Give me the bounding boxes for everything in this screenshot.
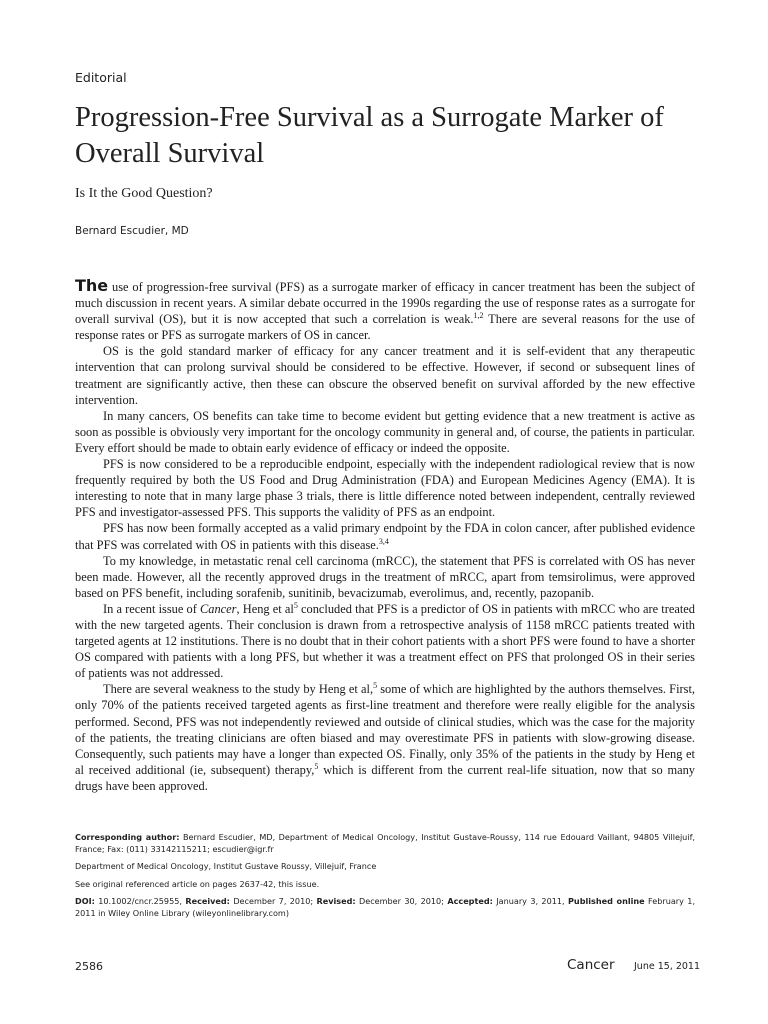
footnotes bbox=[75, 832, 695, 925]
paragraph-text: use of progression-free survival (PFS) as a surrogate marker of efficacy in cancer treatment has been the subject of much discussion in recent years. A similar debate occurred in the 1990s regarding the use of response rates as a surrogate for overall survival (OS), but it is now accepted that such a correlation is weak. bbox=[75, 280, 695, 327]
paragraph-text: which is different from the current real-life situation, now that so many drugs have been approved. bbox=[75, 762, 695, 793]
paragraph-text: There are several weakness to the study by Heng et al, bbox=[103, 682, 374, 697]
footnote-text: December 30, 2010; bbox=[355, 896, 448, 906]
author-byline: Bernard Escudier, MD bbox=[75, 225, 189, 237]
footnote-text: Bernard Escudier, MD, Department of Medical Oncology, Institut Gustave-Roussy, 114 rue Edouard Vaillant, 94805 Villejuif, France; Fax: (011) 33142115211; escudier@igr.fr bbox=[75, 832, 695, 854]
lead-word: The bbox=[75, 276, 109, 295]
footnote-text: February 1, 2011 in Wiley Online Library (wileyonlinelibrary.com) bbox=[75, 896, 696, 918]
reference-superscript: 5 bbox=[293, 600, 298, 610]
article-body bbox=[75, 278, 695, 794]
paragraph-5 bbox=[75, 520, 695, 552]
footnote-label: Revised: bbox=[316, 896, 356, 906]
paragraph-3: In many cancers, OS benefits can take time to become evident but getting evidence that a new treatment is active as soon as possible is obviously very important for the oncology community in general and, of course, the patients in particular. Every effort should be made to obtain early evidence of efficacy or indeed the opposite. bbox=[75, 408, 695, 455]
paragraph-6: To my knowledge, in metastatic renal cell carcinoma (mRCC), the statement that PFS is correlated with OS has never been made. However, all the recently approved drugs in the treatment of mRCC, apart from temsirolimus, were approved based on PFS benefit, including sorafenib, sunitinib, bevacizumab, everolimus, and, recently, pazopanib. bbox=[75, 553, 695, 600]
page-number: 2586 bbox=[75, 960, 103, 973]
reference-superscript: 3,4 bbox=[378, 536, 389, 546]
paragraph-text: , Heng et al bbox=[236, 601, 294, 616]
paragraph-2: OS is the gold standard marker of efficacy for any cancer treatment and it is self-evident that any therapeutic intervention that can prolong survival should be considered to be effective. However, if second or subsequent lines of treatment are significantly active, then these can obscure the observed benefit on survival afforded by the new effective intervention. bbox=[75, 344, 695, 407]
issue-date: June 15, 2011 bbox=[634, 961, 701, 972]
paragraph-text: some of which are highlighted by the authors themselves. First, only 70% of the patients received targeted agents as first-line treatment and therefore were really eligible for the analysis performed. Second, PFS was not independently reviewed and outside of clinical studies, which was the case for the majority of the patients, the treating clinicians are often biased and may overestimate PFS in patients with slow-growing disease. Consequently, such patients may have a longer than expected OS. Finally, only 35% of the patients in the study by Heng et al received additional (ie, subsequent) therapy, bbox=[75, 682, 695, 777]
footnote-label: DOI: bbox=[75, 896, 95, 906]
paragraph-text: In a recent issue of bbox=[103, 601, 201, 616]
reference-superscript: 1,2 bbox=[473, 311, 484, 321]
section-label: Editorial bbox=[75, 70, 127, 85]
footnote-label: Accepted: bbox=[447, 896, 493, 906]
paragraph-text: There are several reasons for the use of response rates or PFS as surrogate markers of OS in cancer. bbox=[75, 312, 695, 343]
footnote-label: Received: bbox=[185, 896, 230, 906]
paragraph-7 bbox=[75, 601, 695, 681]
footnote-label: Corresponding author: bbox=[75, 832, 180, 842]
article-title: Progression-Free Survival as a Surrogate Marker of Overall Survival bbox=[75, 102, 664, 169]
corresponding-author-note bbox=[75, 832, 695, 855]
article-subtitle: Is It the Good Question? bbox=[75, 186, 213, 201]
reference-superscript: 5 bbox=[314, 761, 319, 771]
paragraph-text: PFS has now been formally accepted as a valid primary endpoint by the FDA in colon cancer, after published evidence that PFS was correlated with OS in patients with this disease. bbox=[75, 521, 695, 552]
journal-name-italic: Cancer bbox=[200, 601, 237, 616]
footnote-text: 10.1002/cncr.25955, bbox=[94, 896, 186, 906]
footnote-text: December 7, 2010; bbox=[229, 896, 317, 906]
paragraph-8 bbox=[75, 681, 695, 794]
paragraph-1 bbox=[75, 278, 695, 343]
see-also-note: See original referenced article on pages 2637-42, this issue. bbox=[75, 878, 320, 889]
reference-superscript: 5 bbox=[373, 681, 378, 691]
paragraph-text: concluded that PFS is a predictor of OS in patients with mRCC who are treated with the new targeted agents. Their conclusion is drawn from a retrospective analysis of 1158 mRCC patients treated with targeted agents at 12 institutions. There is no doubt that in their cohort patients with a short PFS were found to have a shorter OS compared with patients with a long PFS, but whether it was a treatment effect on PFS that prolonged OS in their series of patients was not addressed. bbox=[75, 601, 695, 681]
footnote-text: January 3, 2011, bbox=[492, 896, 568, 906]
journal-name: Cancer bbox=[567, 957, 615, 973]
publication-history-note bbox=[75, 896, 695, 919]
footnote-label: Published online bbox=[568, 896, 645, 906]
paragraph-4: PFS is now considered to be a reproducible endpoint, especially with the independent radiological review that is now frequently required by both the US Food and Drug Administration (FDA) and European Medicines Agency (EMA). It is interesting to note that in many large phase 3 trials, there is little difference noted between independent, centrally reviewed PFS and investigator-assessed PFS. This supports the validity of PFS as an endpoint. bbox=[75, 457, 695, 520]
affiliation-note: Department of Medical Oncology, Institut Gustave Roussy, Villejuif, France bbox=[75, 861, 377, 871]
